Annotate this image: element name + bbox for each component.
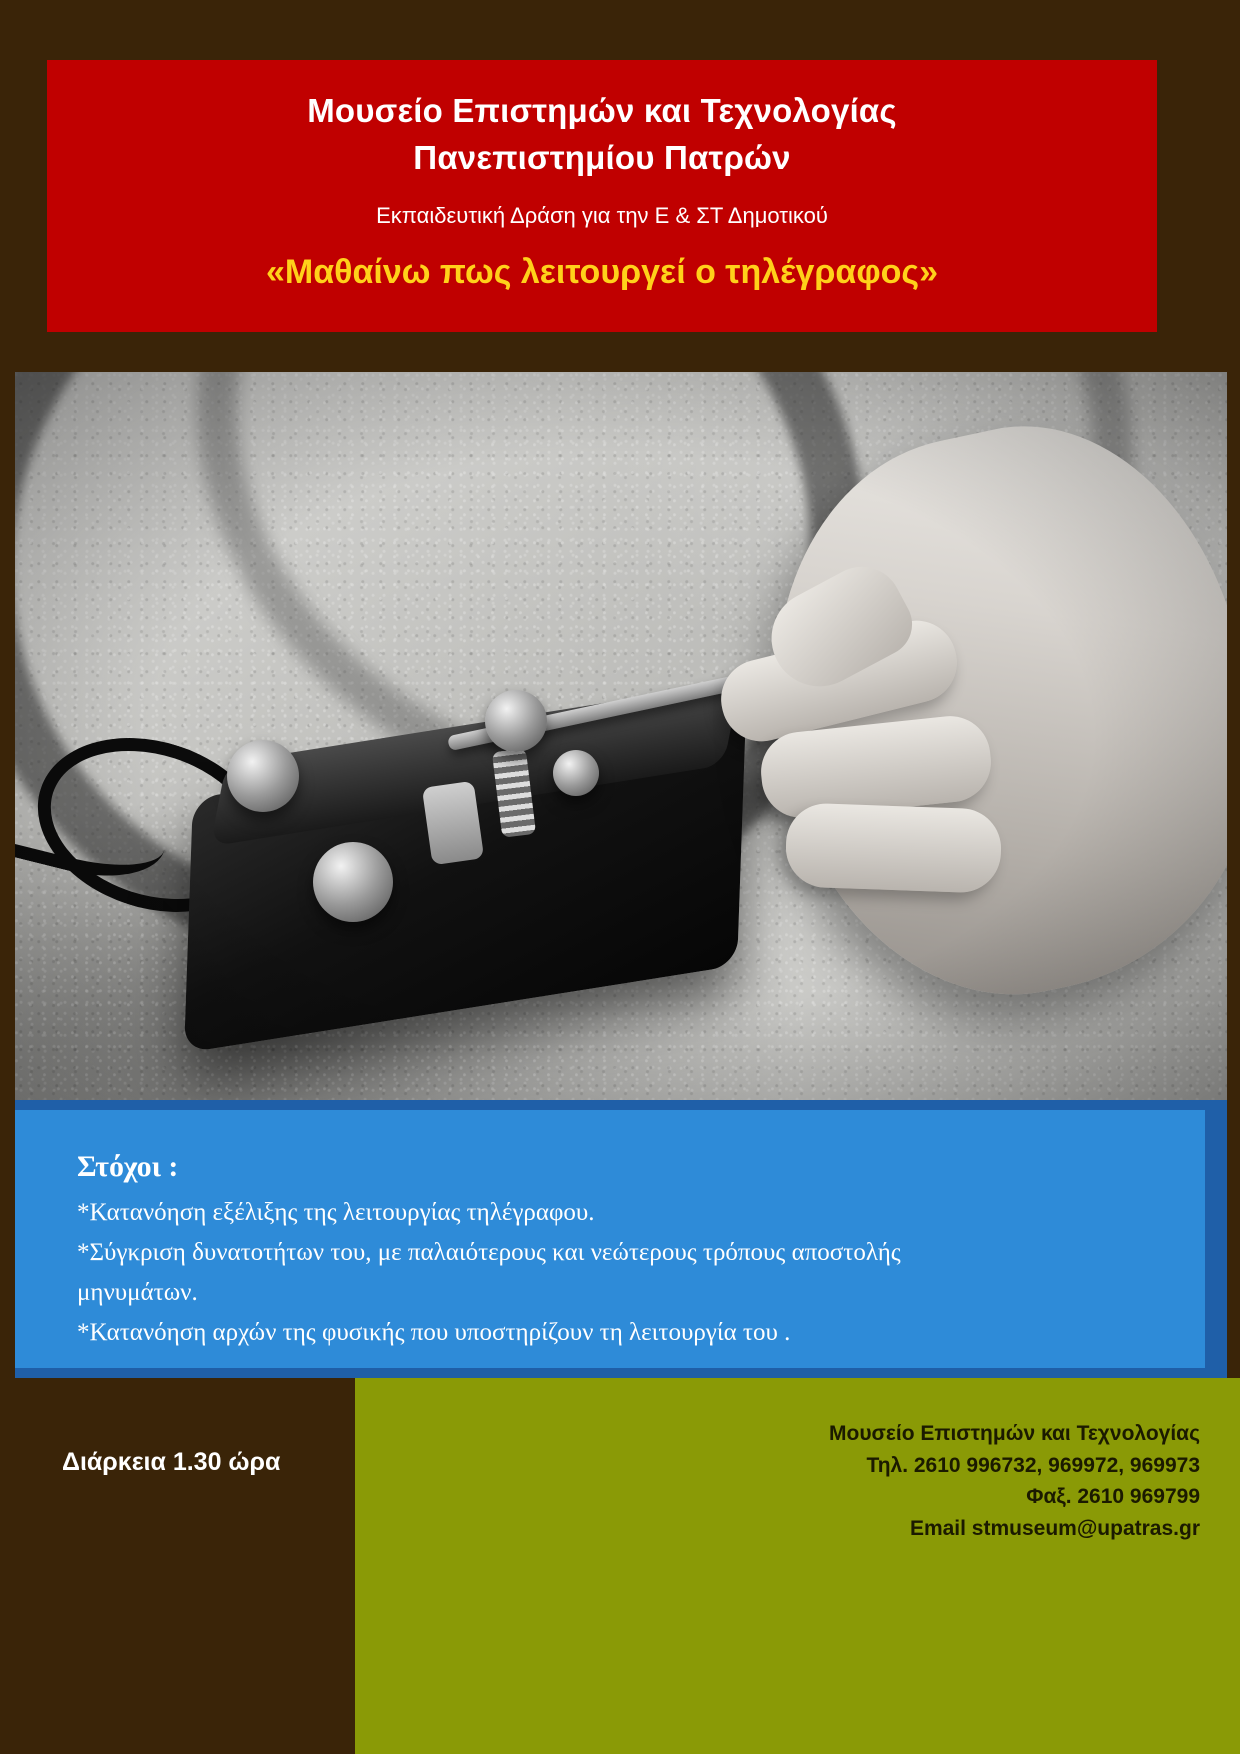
photo-vignette bbox=[15, 372, 1227, 1100]
contact-phone: Τηλ. 2610 996732, 969972, 969973 bbox=[866, 1453, 1200, 1477]
header-banner bbox=[47, 60, 1157, 332]
organization-name-line1: Μουσείο Επιστημών και Τεχνολογίας bbox=[307, 92, 897, 129]
objective-item: *Σύγκριση δυνατοτήτων του, με παλαιότερους και νεώτερους τρόπους αποστολής bbox=[77, 1239, 901, 1266]
contact-fax: Φαξ. 2610 969799 bbox=[1026, 1485, 1200, 1508]
objective-item: μηνυμάτων. bbox=[77, 1279, 198, 1306]
duration-label: Διάρκεια 1.30 ώρα bbox=[62, 1448, 281, 1476]
objective-item: *Κατανόηση αρχών της φυσικής που υποστηρίζουν τη λειτουργία του . bbox=[77, 1319, 791, 1346]
event-subtitle: Εκπαιδευτική Δράση για την Ε & ΣΤ Δημοτικού bbox=[376, 202, 828, 228]
telegraph-photo bbox=[15, 372, 1227, 1100]
objective-item: *Κατανόηση εξέλιξης της λειτουργίας τηλέγραφου. bbox=[77, 1199, 595, 1226]
objectives-panel bbox=[15, 1110, 1205, 1368]
contact-email: Email stmuseum@upatras.gr bbox=[909, 1516, 1200, 1540]
objectives-title: Στόχοι : bbox=[77, 1150, 179, 1183]
objectives-list bbox=[77, 1194, 1150, 1352]
contact-panel bbox=[355, 1378, 1240, 1754]
contact-museum-name: Μουσείο Επιστημών και Τεχνολογίας bbox=[829, 1422, 1200, 1445]
event-title: «Μαθαίνω πως λειτουργεί ο τηλέγραφος» bbox=[265, 253, 939, 292]
organization-name-line2: Πανεπιστημίου Πατρών bbox=[413, 138, 791, 176]
